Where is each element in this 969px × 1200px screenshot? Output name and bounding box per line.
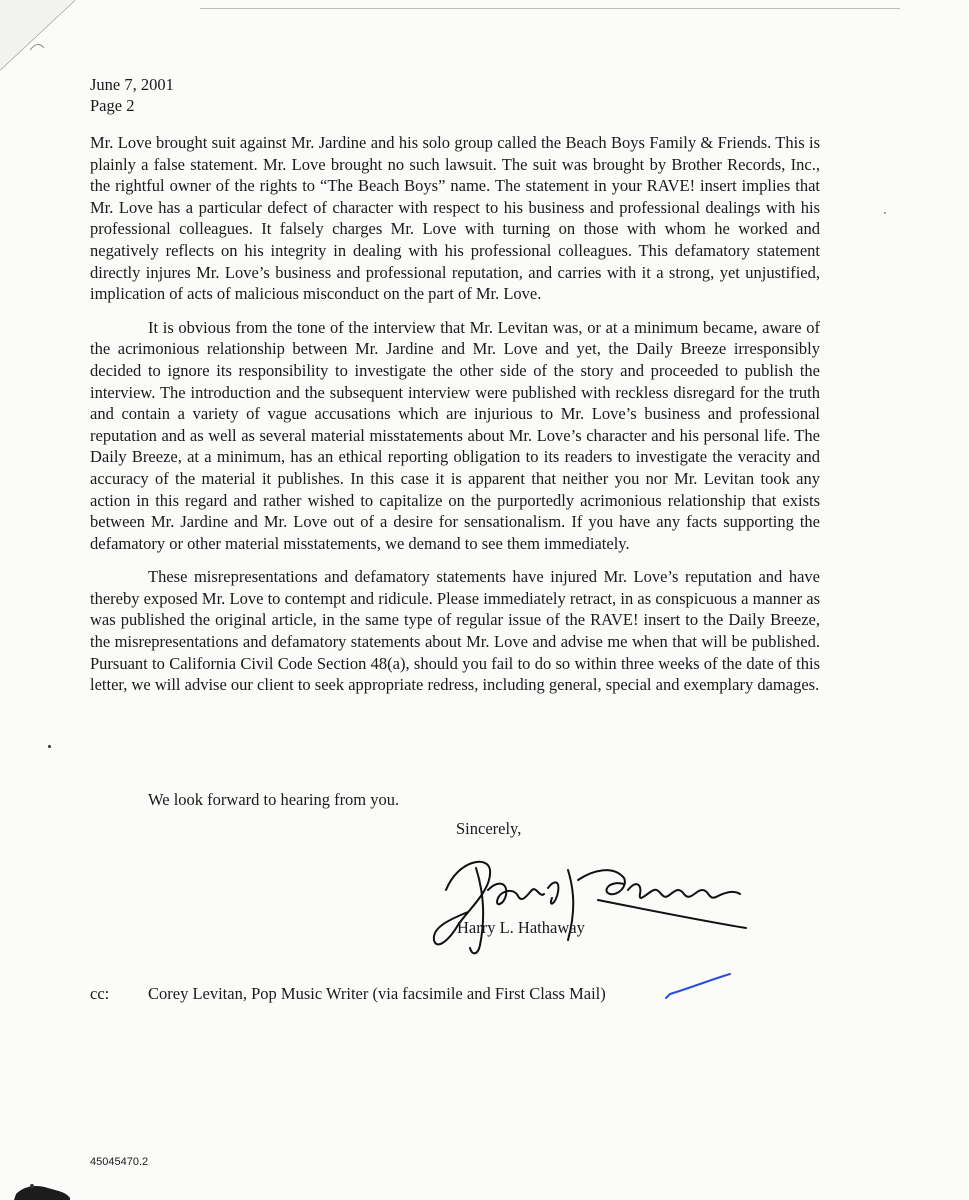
paragraph-2: It is obvious from the tone of the interview that Mr. Levitan was, or at a minimum became, aware of the acrimonious relationship between Mr. Jardine and Mr. Love and yet, the Daily Breeze irresponsibly decided to ignore its responsibility to investigate the other side of the story and proceeded to publish the interview. The introduction and the subsequent interview were published with reckless disregard for the truth and contain a variety of vague accusations which are injurious to Mr. Love’s business and professional reputation and as well as several material misstatements about Mr. Love’s character and his personal life. The Daily Breeze, at a minimum, has an ethical reporting obligation to its readers to investigate the veracity and accuracy of the material it publishes. In this case it is apparent that neither you nor Mr. Levitan took any action in this regard and rather wished to capitalize on the purportedly acrimonious relationship that exists between Mr. Jardine and Mr. Love out of a desire for sensationalism. If you have any facts supporting the defamatory or other material misstatements, we demand to see them immediately. [90, 317, 820, 553]
handwritten-signature [428, 850, 748, 960]
speck [884, 212, 886, 214]
speck [48, 745, 51, 748]
paragraph-1: Mr. Love brought suit against Mr. Jardine and his solo group called the Beach Boys Family & Friends. This is plainly a false statement. Mr. Love brought no such lawsuit. The suit was brought by Brother Records, Inc., the rightful owner of the rights to “The Beach Boys” name. The statement in your RAVE! insert implies that Mr. Love has a particular defect of character with respect to his business and professional dealings with his professional colleagues. It falsely charges Mr. Love with turning on those with whom he worked and negatively reflects on his integrity in dealing with his professional colleagues. This defamatory statement directly injures Mr. Love’s business and professional reputation, and carries with it a strong, yet unjustified, implication of acts of malicious misconduct on the part of Mr. Love. [90, 133, 820, 304]
cc-recipient: Corey Levitan, Pop Music Writer (via facsimile and First Class Mail) [148, 984, 606, 1003]
letter-header [90, 74, 174, 116]
letter-date: June 7, 2001 [90, 75, 174, 94]
letter-body [90, 132, 820, 708]
page-number: Page 2 [90, 96, 135, 115]
paragraph-3: These misrepresentations and defamatory statements have injured Mr. Love’s reputation and have thereby exposed Mr. Love to contempt and ridicule. Please immediately retract, in as conspicuous a manner as was published the original article, in the same type of regular issue of the RAVE! insert to the Daily Breeze, the misrepresentations and defamatory statements about Mr. Love and advise me when that will be published. Pursuant to California Civil Code Section 48(a), should you fail to do so within three weeks of the date of this letter, we will advise our client to seek appropriate redress, including general, special and exemplary damages. [90, 567, 820, 695]
document-number: 45045470.2 [90, 1156, 149, 1168]
closing-line: We look forward to hearing from you. [148, 790, 400, 809]
signer-name: Harry L. Hathaway [457, 918, 585, 937]
ink-smudge [12, 1176, 72, 1200]
page-top-edge [200, 8, 900, 9]
cc-label: cc: [90, 984, 110, 1003]
folded-corner [0, 0, 90, 80]
blue-pen-check-mark [660, 968, 740, 1008]
sign-off: Sincerely, [456, 819, 522, 838]
